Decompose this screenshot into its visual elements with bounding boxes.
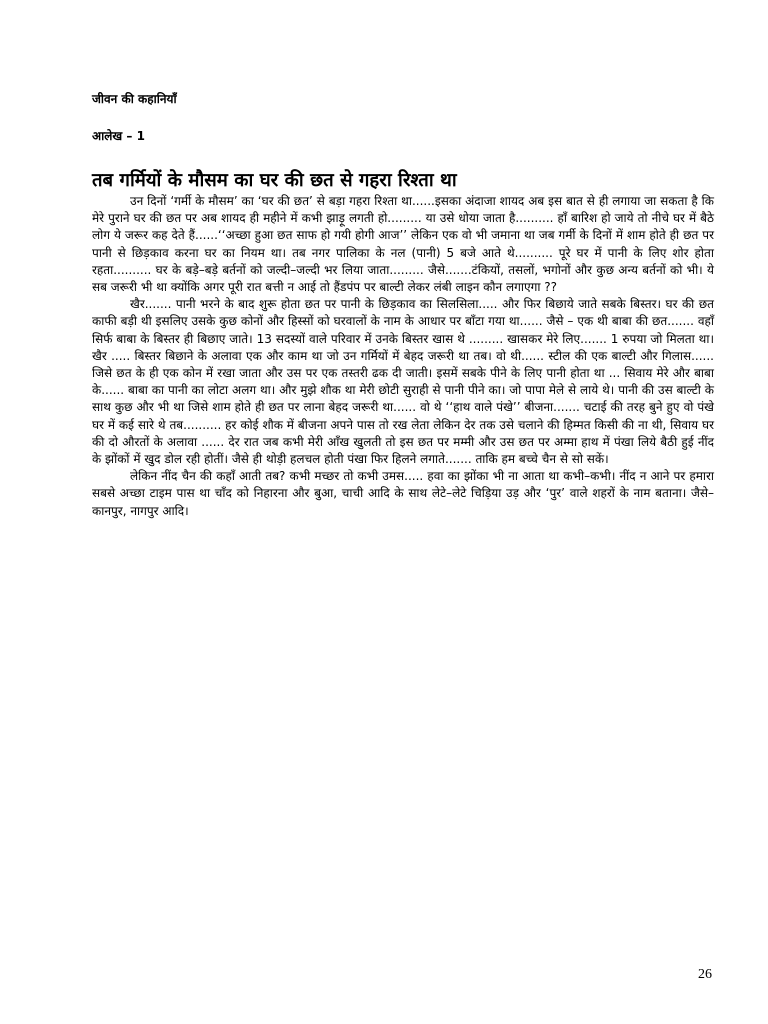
article-body: [92, 193, 714, 520]
paragraph: खैर....... पानी भरने के बाद शुरू होता छत पर पानी के छिड़काव का सिलसिला..... और फिर बिछाये जाते सबके बिस्तर। घर की छत काफी बड़ी थी इसलिए उसके कुछ कोनों और हिस्सों को घरवालों के नाम के आधार पर बाँटा गया था...... जैसे – एक थी बाबा की छत....... वहाँ सिर्फ बाबा के बिस्तर ही बिछाए जाते। 13 सदस्यों वाले परिवार में उनके बिस्तर खास थे ......... खासकर मेरे लिए....... 1 रुपया जो मिलता था। खैर ..... बिस्तर बिछाने के अलावा एक और काम था जो उन गर्मियों में बेहद जरूरी था तब। वो थी...... स्टील की एक बाल्टी और गिलास...... जिसे छत के ही एक कोन में रखा जाता और उस पर एक तस्तरी ढक दी जाती। इसमें सबके पीने के लिए पानी होता था ... सिवाय मेरे और बाबा के...... बाबा का पानी का लोटा अलग था। और मुझे शौक था मेरी छोटी सुराही से पानी पीने का। जो पापा मेले से लाये थे। पानी की उस बाल्टी के साथ कुछ और भी था जिसे शाम होते ही छत पर लाना बेहद जरूरी था...... वो थे ‘‘हाथ वाले पंखे’’ बीजना....... चटाई की तरह बुने हुए वो पंखे घर में कई सारे थे तब.......... हर कोई शौक में बीजना अपने पास तो रख लेता लेकिन देर तक उसे चलाने की हिम्मत किसी की ना थी, सिवाय घर की दो औरतों के अलावा ...... देर रात जब कभी मेरी आँख खुलती तो इस छत पर मम्मी और उस छत पर अम्मा हाथ में पंखा लिये बैठी हुई नींद के झोंकों में खुद डोल रही होतीं। जैसे ही थोड़ी हलचल होती पंखा फिर हिलने लगाते....... ताकि हम बच्चे चैन से सो सकें।: [92, 297, 714, 467]
article-headline: तब गर्मियों के मौसम का घर की छत से गहरा रिश्ता था: [92, 170, 457, 191]
page-number: 26: [698, 967, 712, 982]
paragraph: लेकिन नींद चैन की कहाँ आती तब? कभी मच्छर तो कभी उमस..... हवा का झोंका भी ना आता था कभी–कभी। नींद न आने पर हमारा सबसे अच्छा टाइम पास था चाँद को निहारना और बुआ, चाची आदि के साथ लेटे–लेटे चिड़िया उड़ और ‘पुर’ वाले शहरों के नाम बताना। जैसे– कानपुर, नागपुर आदि।: [92, 469, 714, 518]
paragraph: उन दिनों ‘गर्मी के मौसम’ का ‘घर की छत’ से बड़ा गहरा रिश्ता था......इसका अंदाजा शायद अब इस बात से ही लगाया जा सकता है कि मेरे पुराने घर की छत पर अब शायद ही महीने में कभी झाड़ू लगती हो......... या उसे धोया जाता है.......... हाँ बारिश हो जाये तो नीचे घर में बैठे लोग ये जरूर कह देते हैं......‘‘अच्छा हुआ छत साफ हो गयी होगी आज’’ लेकिन एक वो भी जमाना था जब गर्मी के दिनों में शाम होते ही छत पर पानी से छिड़काव करना घर का नियम था। तब नगर पालिका के नल (पानी) 5 बजे आते थे.......... पूरे घर में पानी के लिए शोर होता रहता.......... घर के बड़े–बड़े बर्तनों को जल्दी–जल्दी भर लिया जाता......... जैसे.......टंकियों, तसलों, भगोनों और कुछ अन्य बर्तनों को भी। ये सब जरूरी भी था क्योंकि अगर पूरी रात बत्ती न आई तो हैंडपंप पर बाल्टी लेकर लंबी लाइन कौन लगाएगा ??: [92, 194, 714, 295]
series-title: जीवन की कहानियाँ: [92, 92, 177, 106]
article-label: आलेख – 1: [92, 129, 145, 143]
